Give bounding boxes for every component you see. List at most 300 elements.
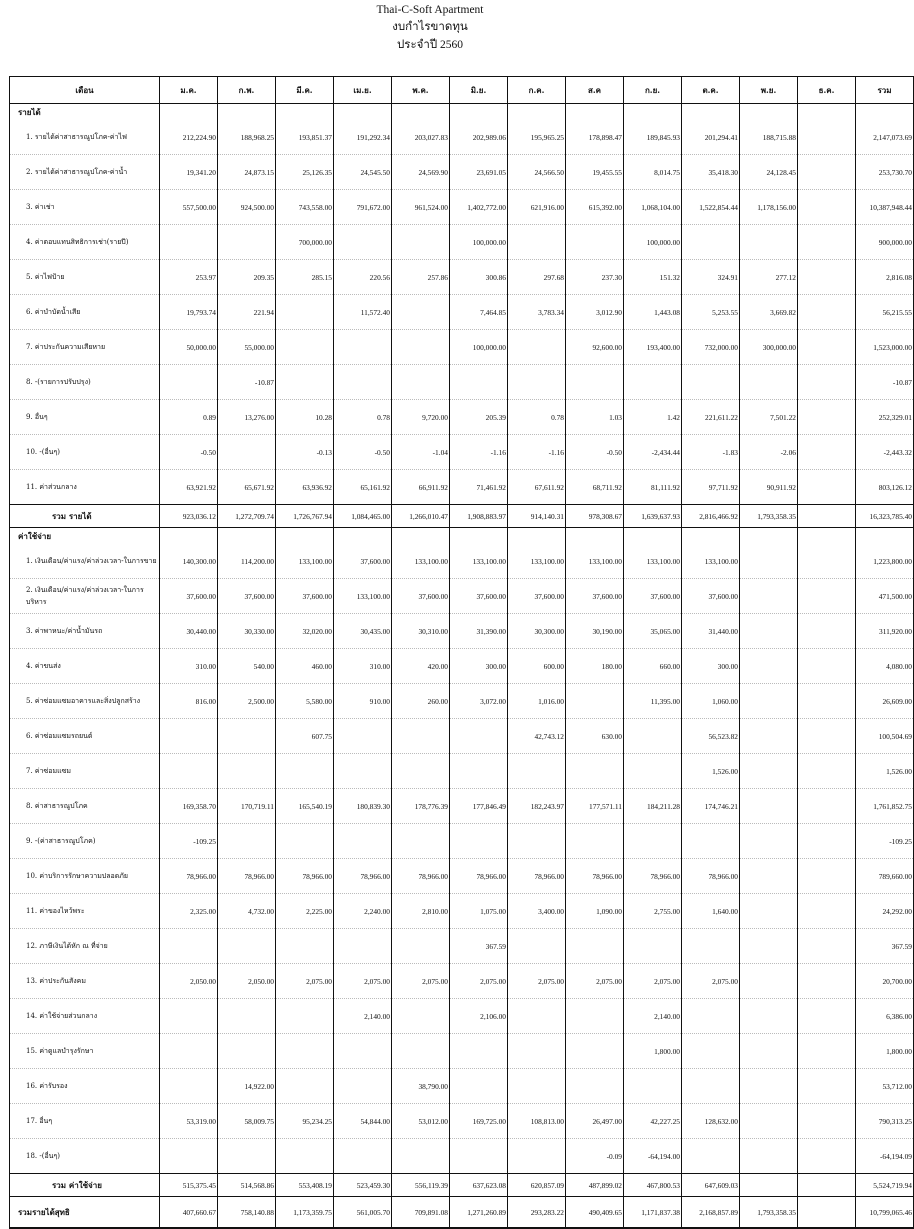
row-value: 2,075.00 [334, 964, 392, 999]
row-value: 816.00 [160, 684, 218, 719]
empty-cell [160, 104, 218, 121]
row-value [450, 1069, 508, 1104]
row-value [334, 1139, 392, 1174]
row-value: 607.75 [276, 719, 334, 754]
row-value [740, 789, 798, 824]
income-row [10, 400, 914, 435]
row-value [682, 824, 740, 859]
row-total: 367.59 [856, 929, 914, 964]
income-row [10, 330, 914, 365]
row-value: 2,075.00 [566, 964, 624, 999]
row-value [218, 929, 276, 964]
row-value: 758,140.88 [218, 1197, 276, 1229]
row-value [160, 365, 218, 400]
row-value [392, 754, 450, 789]
row-value [798, 330, 856, 365]
row-label: 16. ค่ารับรอง [10, 1069, 160, 1104]
row-value: 53,319.00 [160, 1104, 218, 1139]
row-value: 37,600.00 [276, 579, 334, 614]
row-value: 978,308.67 [566, 505, 624, 528]
row-value [624, 1069, 682, 1104]
row-value: 23,691.05 [450, 155, 508, 190]
row-value: 1,090.00 [566, 894, 624, 929]
empty-cell [450, 104, 508, 121]
company-name: Thai-C-Soft Apartment [376, 4, 484, 16]
expense-section-header-label: ค่าใช้จ่าย [10, 528, 160, 545]
row-value: 2,140.00 [624, 999, 682, 1034]
row-value: 55,000.00 [218, 330, 276, 365]
row-value [740, 929, 798, 964]
row-value [798, 1069, 856, 1104]
row-value [508, 330, 566, 365]
row-total: 900,000.00 [856, 225, 914, 260]
row-value [334, 365, 392, 400]
row-value: 300,000.00 [740, 330, 798, 365]
row-value: 78,966.00 [160, 859, 218, 894]
row-value: 78,966.00 [682, 859, 740, 894]
row-value: 140,300.00 [160, 544, 218, 579]
row-value [798, 470, 856, 505]
row-value [798, 295, 856, 330]
row-value: 180.00 [566, 649, 624, 684]
header-month: ก.พ. [218, 77, 276, 104]
row-value [682, 929, 740, 964]
row-total: 20,700.00 [856, 964, 914, 999]
row-value [740, 365, 798, 400]
row-value [218, 225, 276, 260]
row-value: 65,161.92 [334, 470, 392, 505]
row-label: 4. ค่าขนส่ง [10, 649, 160, 684]
row-value [276, 754, 334, 789]
expense-section-header [10, 528, 914, 545]
row-label: 7. ค่าประกันความเสียหาย [10, 330, 160, 365]
row-value: 221.94 [218, 295, 276, 330]
row-value: 30,435.00 [334, 614, 392, 649]
row-value [334, 225, 392, 260]
row-value: 5,580.00 [276, 684, 334, 719]
row-label: 11. ค่าของไหว้พระ [10, 894, 160, 929]
row-value: 201,294.41 [682, 120, 740, 155]
row-value: 1,173,359.75 [276, 1197, 334, 1229]
row-value [450, 824, 508, 859]
row-value: 5,253.55 [682, 295, 740, 330]
row-total: 6,386.00 [856, 999, 914, 1034]
row-value [740, 1069, 798, 1104]
empty-cell [276, 528, 334, 545]
header-month: ก.ค. [508, 77, 566, 104]
row-value: 193,851.37 [276, 120, 334, 155]
row-value [276, 929, 334, 964]
empty-cell [334, 528, 392, 545]
row-total: 2,147,073.69 [856, 120, 914, 155]
row-value [566, 365, 624, 400]
row-value [566, 929, 624, 964]
row-value [682, 225, 740, 260]
row-total: 1,526.00 [856, 754, 914, 789]
row-value [798, 365, 856, 400]
income-row [10, 295, 914, 330]
row-value: 1,060.00 [682, 684, 740, 719]
row-value: 100,000.00 [450, 330, 508, 365]
row-value [798, 789, 856, 824]
row-value: 2,168,857.89 [682, 1197, 740, 1229]
row-value: 460.00 [276, 649, 334, 684]
row-value [392, 295, 450, 330]
row-value: 178,776.39 [392, 789, 450, 824]
row-total: -109.25 [856, 824, 914, 859]
row-value: 209.35 [218, 260, 276, 295]
empty-cell [392, 528, 450, 545]
expense-row [10, 684, 914, 719]
row-value [160, 999, 218, 1034]
row-label: 6. ค่าซ่อมแซมรถยนต์ [10, 719, 160, 754]
row-value: 188,715.88 [740, 120, 798, 155]
row-total: -2,443.32 [856, 435, 914, 470]
row-value [740, 719, 798, 754]
header-month: มี.ค. [276, 77, 334, 104]
row-value [276, 330, 334, 365]
row-value: 37,600.00 [334, 544, 392, 579]
row-value [218, 754, 276, 789]
row-label: 3. ค่าพาหนะ/ค่าน้ำมันรถ [10, 614, 160, 649]
income-row [10, 365, 914, 400]
row-value: 553,408.19 [276, 1174, 334, 1197]
row-value: 2,325.00 [160, 894, 218, 929]
row-value [798, 435, 856, 470]
row-value [798, 1034, 856, 1069]
row-label: 12. ภาษีเงินได้หัก ณ ที่จ่าย [10, 929, 160, 964]
row-value: 78,966.00 [392, 859, 450, 894]
row-value: 31,440.00 [682, 614, 740, 649]
row-value [798, 999, 856, 1034]
row-value: 3,400.00 [508, 894, 566, 929]
row-total: 1,523,000.00 [856, 330, 914, 365]
row-label: รวมรายได้สุทธิ [10, 1197, 160, 1229]
row-value: -1.16 [508, 435, 566, 470]
row-value: 3,072.00 [450, 684, 508, 719]
row-total: 56,215.55 [856, 295, 914, 330]
expense-row [10, 1139, 914, 1174]
income-section-header [10, 104, 914, 121]
row-value [798, 579, 856, 614]
row-total: 16,323,785.40 [856, 505, 914, 528]
row-value [392, 330, 450, 365]
row-value [798, 190, 856, 225]
row-value [160, 1034, 218, 1069]
row-value [334, 754, 392, 789]
row-value: 1,639,637.93 [624, 505, 682, 528]
row-value: 202,989.06 [450, 120, 508, 155]
row-value: 1,640.00 [682, 894, 740, 929]
row-value [624, 365, 682, 400]
row-label: 10. -(อื่นๆ) [10, 435, 160, 470]
row-value: 1,726,767.94 [276, 505, 334, 528]
row-value: 133,100.00 [392, 544, 450, 579]
row-total: -64,194.09 [856, 1139, 914, 1174]
row-value: 212,224.90 [160, 120, 218, 155]
row-value [798, 684, 856, 719]
row-value [276, 1069, 334, 1104]
empty-cell [856, 528, 914, 545]
row-value [392, 719, 450, 754]
row-label: 6. ค่าบำบัดน้ำเสีย [10, 295, 160, 330]
row-value: 3,012.90 [566, 295, 624, 330]
row-value: 42,227.25 [624, 1104, 682, 1139]
row-label: 2. รายได้ค่าสาธารณูปโภค-ค่าน้ำ [10, 155, 160, 190]
row-total: 253,730.70 [856, 155, 914, 190]
row-value: 31,390.00 [450, 614, 508, 649]
row-value: 165,540.19 [276, 789, 334, 824]
header-month: พ.ค. [392, 77, 450, 104]
row-value [740, 964, 798, 999]
row-value: 324.91 [682, 260, 740, 295]
row-total: 252,329.01 [856, 400, 914, 435]
row-value [392, 824, 450, 859]
empty-cell [276, 104, 334, 121]
row-total: 2,816.08 [856, 260, 914, 295]
row-value: 523,459.30 [334, 1174, 392, 1197]
expense-row [10, 1034, 914, 1069]
row-value: 203,027.83 [392, 120, 450, 155]
empty-cell [798, 528, 856, 545]
row-value [798, 1197, 856, 1229]
row-value: 514,568.86 [218, 1174, 276, 1197]
expense-row [10, 614, 914, 649]
row-value [740, 754, 798, 789]
row-value [508, 929, 566, 964]
row-value: 92,600.00 [566, 330, 624, 365]
row-value [160, 1069, 218, 1104]
report-title: งบกำไรขาดทุน [392, 21, 468, 33]
row-value: 2,075.00 [450, 964, 508, 999]
row-label: 9. -(ค่าสาธารณูปโภค) [10, 824, 160, 859]
row-total: 10,799,065.46 [856, 1197, 914, 1229]
row-value: 2,816,466.92 [682, 505, 740, 528]
row-value [798, 964, 856, 999]
row-value [334, 1069, 392, 1104]
row-value [218, 999, 276, 1034]
row-value [392, 225, 450, 260]
row-value: 133,100.00 [508, 544, 566, 579]
row-value: 151.32 [624, 260, 682, 295]
row-value: 7,464.85 [450, 295, 508, 330]
row-value: 133,100.00 [566, 544, 624, 579]
row-value [508, 1139, 566, 1174]
row-value: 2,050.00 [160, 964, 218, 999]
row-label: 13. ค่าประกันสังคม [10, 964, 160, 999]
expense-row [10, 579, 914, 614]
row-value [450, 754, 508, 789]
row-value [218, 824, 276, 859]
row-value: 709,891.08 [392, 1197, 450, 1229]
empty-cell [508, 104, 566, 121]
row-value: 35,418.30 [682, 155, 740, 190]
row-value [682, 999, 740, 1034]
row-value [508, 1069, 566, 1104]
row-value [682, 365, 740, 400]
income-total-row [10, 505, 914, 528]
row-value [682, 1139, 740, 1174]
row-value: 407,660.67 [160, 1197, 218, 1229]
row-value [508, 365, 566, 400]
expense-row [10, 789, 914, 824]
row-value [740, 1034, 798, 1069]
report-period: ประจำปี 2560 [396, 39, 464, 51]
row-value [566, 1034, 624, 1069]
row-total: 471,500.00 [856, 579, 914, 614]
row-total: 24,292.00 [856, 894, 914, 929]
header-month-label: เดือน [10, 77, 160, 104]
row-value: 620,857.09 [508, 1174, 566, 1197]
header-month: ต.ค. [682, 77, 740, 104]
row-value: 556,119.39 [392, 1174, 450, 1197]
row-value [566, 824, 624, 859]
row-value [624, 719, 682, 754]
row-value: 78,966.00 [218, 859, 276, 894]
row-value: 10.28 [276, 400, 334, 435]
row-value: 189,845.93 [624, 120, 682, 155]
row-value: -1.16 [450, 435, 508, 470]
row-value: 2,240.00 [334, 894, 392, 929]
row-value [798, 260, 856, 295]
row-value: 367.59 [450, 929, 508, 964]
row-value [798, 120, 856, 155]
income-row [10, 435, 914, 470]
row-total: 803,126.12 [856, 470, 914, 505]
row-value: 1,266,010.47 [392, 505, 450, 528]
header-month: พ.ย. [740, 77, 798, 104]
row-value [798, 929, 856, 964]
row-value [740, 614, 798, 649]
row-value: 1.03 [566, 400, 624, 435]
header-month: เม.ย. [334, 77, 392, 104]
row-value: 26,497.00 [566, 1104, 624, 1139]
row-value: 205.39 [450, 400, 508, 435]
row-value: 2,140.00 [334, 999, 392, 1034]
row-value: 1,402,772.00 [450, 190, 508, 225]
row-value: 2,075.00 [392, 964, 450, 999]
row-label: 7. ค่าซ่อมแซม [10, 754, 160, 789]
row-value [798, 719, 856, 754]
row-value: 191,292.34 [334, 120, 392, 155]
row-value: 600.00 [508, 649, 566, 684]
row-value: 24,545.50 [334, 155, 392, 190]
row-total: -10.87 [856, 365, 914, 400]
income-row [10, 470, 914, 505]
empty-cell [218, 104, 276, 121]
row-total: 790,313.25 [856, 1104, 914, 1139]
row-value: 193,400.00 [624, 330, 682, 365]
row-value: 0.78 [334, 400, 392, 435]
row-value [798, 1174, 856, 1197]
row-value: -0.13 [276, 435, 334, 470]
row-total: 1,761,852.75 [856, 789, 914, 824]
row-value: 188,968.25 [218, 120, 276, 155]
row-value: 2,075.00 [682, 964, 740, 999]
row-total: 1,223,800.00 [856, 544, 914, 579]
row-value: 37,600.00 [566, 579, 624, 614]
row-label: 9. อื่นๆ [10, 400, 160, 435]
row-label: 4. ค่าตอบแทนสิทธิการเช่า(รายปี) [10, 225, 160, 260]
empty-cell [334, 104, 392, 121]
row-value [624, 824, 682, 859]
row-value: 221,611.22 [682, 400, 740, 435]
row-label: 14. ค่าใช้จ่ายส่วนกลาง [10, 999, 160, 1034]
row-value [798, 1139, 856, 1174]
row-value: 260.00 [392, 684, 450, 719]
row-value [508, 1034, 566, 1069]
row-value: 557,500.00 [160, 190, 218, 225]
row-value: 540.00 [218, 649, 276, 684]
row-value: 487,899.02 [566, 1174, 624, 1197]
row-value: 490,409.65 [566, 1197, 624, 1229]
row-value [798, 225, 856, 260]
row-value: 108,813.00 [508, 1104, 566, 1139]
row-value: 13,276.00 [218, 400, 276, 435]
row-value [334, 719, 392, 754]
expense-row [10, 649, 914, 684]
row-value: 923,036.12 [160, 505, 218, 528]
row-value: 54,844.00 [334, 1104, 392, 1139]
row-value: 24,566.50 [508, 155, 566, 190]
row-value: 1,908,883.97 [450, 505, 508, 528]
row-value [798, 894, 856, 929]
row-value: 615,392.00 [566, 190, 624, 225]
row-total: 10,387,948.44 [856, 190, 914, 225]
empty-cell [856, 104, 914, 121]
row-value: 180,839.30 [334, 789, 392, 824]
expense-total-row [10, 1174, 914, 1197]
row-value: 1,522,854.44 [682, 190, 740, 225]
expense-row [10, 754, 914, 789]
income-statement-table [9, 76, 914, 1229]
row-value: 25,126.35 [276, 155, 334, 190]
row-value: 67,611.92 [508, 470, 566, 505]
row-value: 257.86 [392, 260, 450, 295]
row-value: 420.00 [392, 649, 450, 684]
table-header-row [10, 77, 914, 104]
row-value: 2,075.00 [276, 964, 334, 999]
row-value [508, 225, 566, 260]
row-value [798, 155, 856, 190]
row-value [624, 929, 682, 964]
row-value: 66,911.92 [392, 470, 450, 505]
row-value: -0.50 [160, 435, 218, 470]
row-value [334, 1034, 392, 1069]
row-value: 177,846.49 [450, 789, 508, 824]
row-value: 743,558.00 [276, 190, 334, 225]
row-value: 2,225.00 [276, 894, 334, 929]
header-month: ก.ย. [624, 77, 682, 104]
row-value: 310.00 [334, 649, 392, 684]
expense-row [10, 929, 914, 964]
row-value [276, 365, 334, 400]
row-value [392, 365, 450, 400]
row-value: 2,106.00 [450, 999, 508, 1034]
row-value [624, 754, 682, 789]
row-value: 78,966.00 [334, 859, 392, 894]
row-value: 237.30 [566, 260, 624, 295]
row-value: 90,911.92 [740, 470, 798, 505]
row-value [508, 754, 566, 789]
income-row [10, 120, 914, 155]
row-value: 467,800.53 [624, 1174, 682, 1197]
row-value: -0.50 [566, 435, 624, 470]
row-value: 19,793.74 [160, 295, 218, 330]
row-value [160, 754, 218, 789]
row-value [392, 1034, 450, 1069]
row-value [334, 824, 392, 859]
